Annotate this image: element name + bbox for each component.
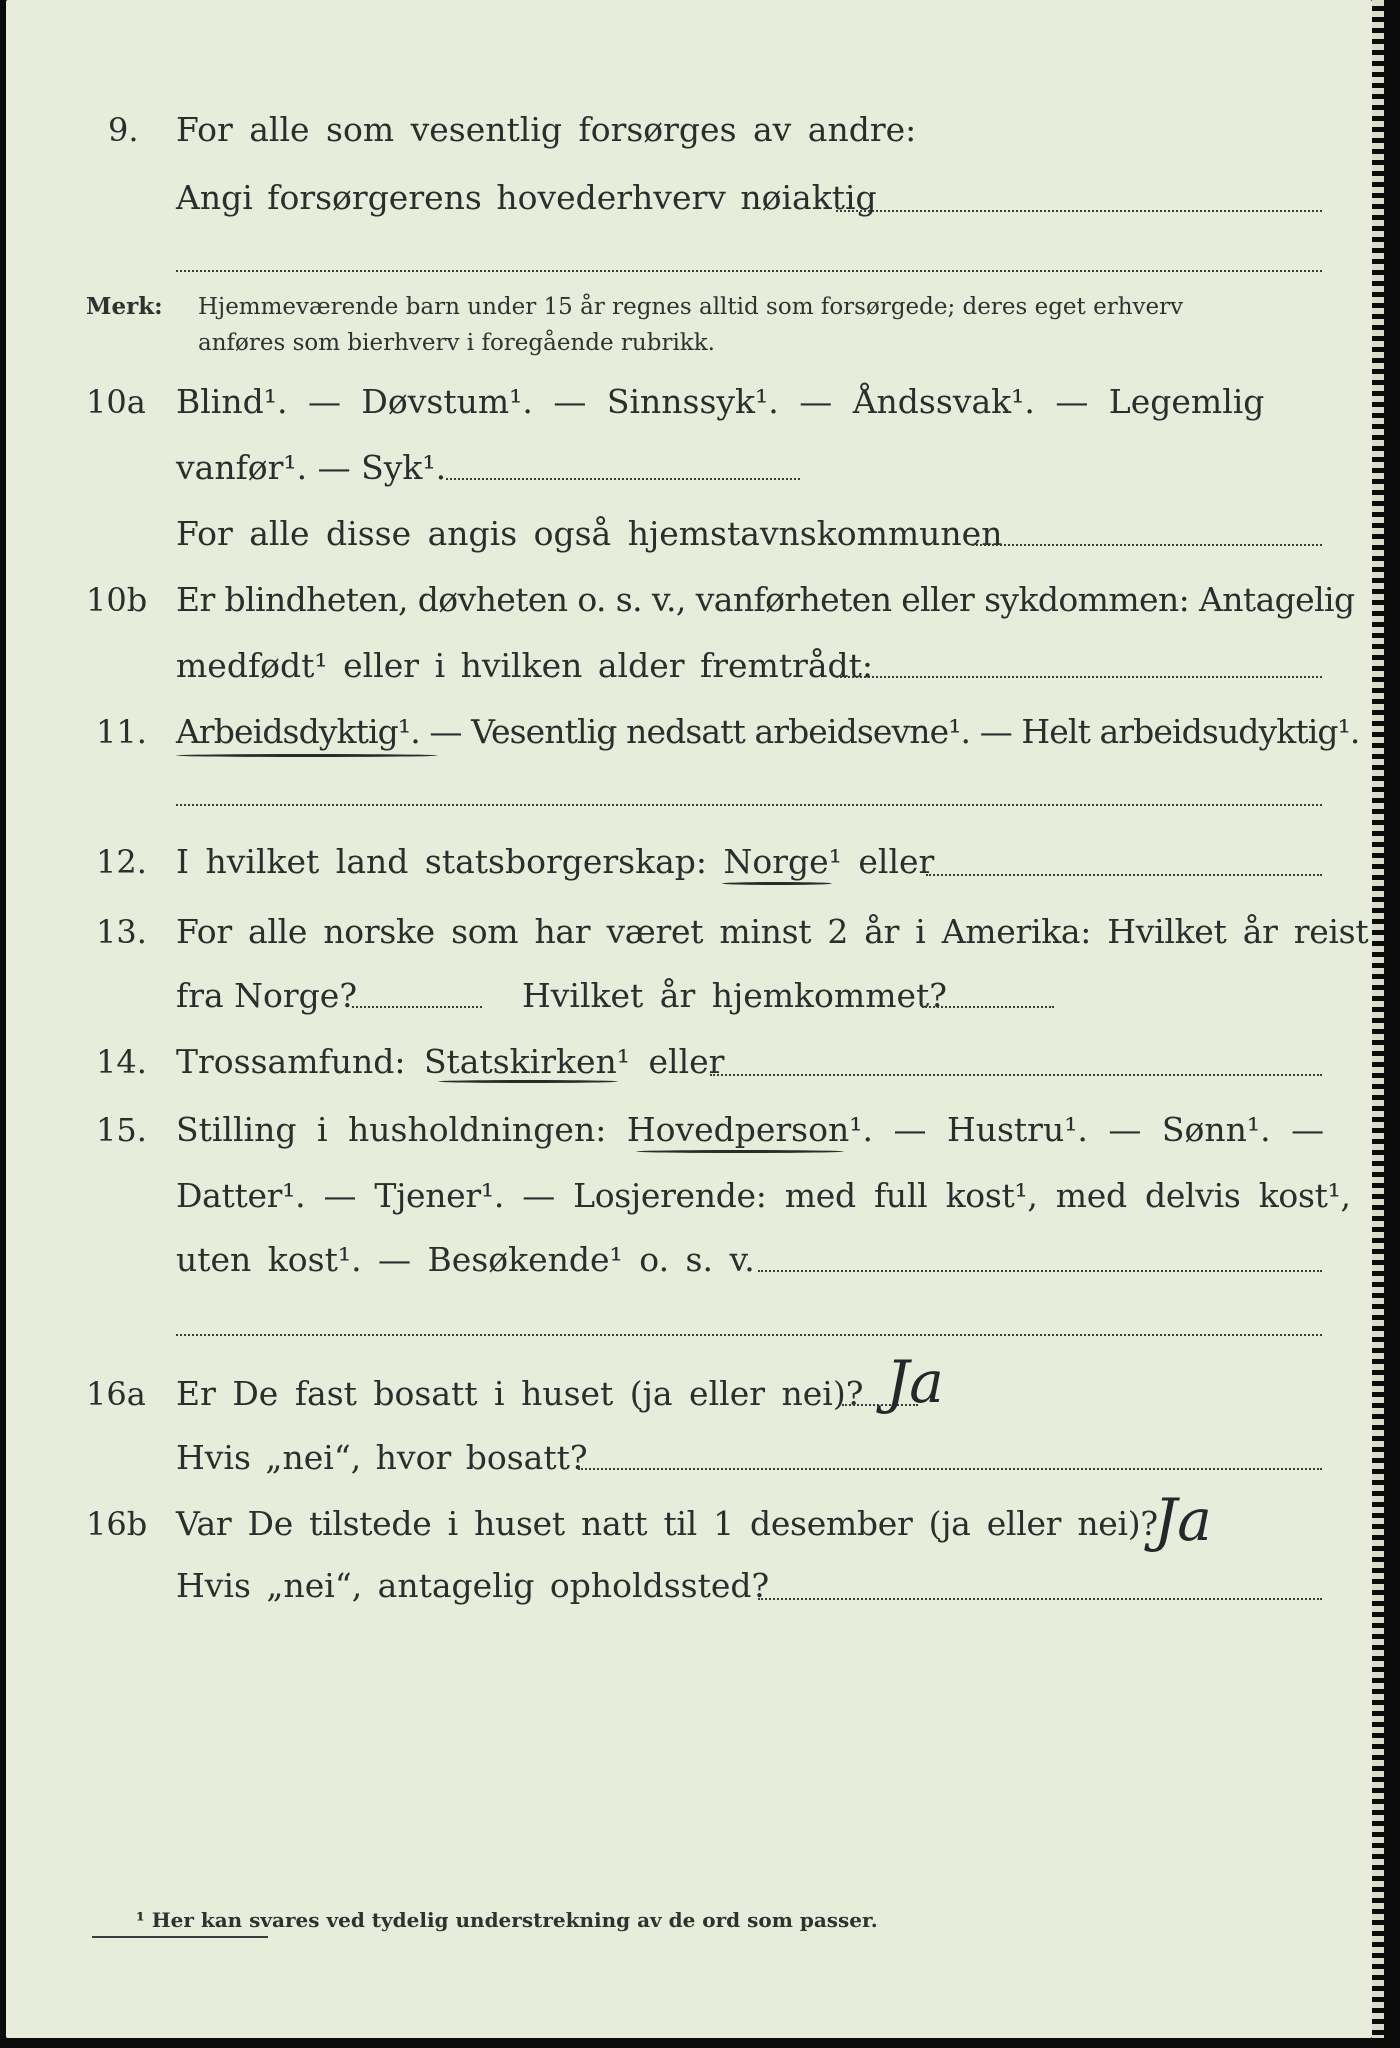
q10a-line2: vanfør¹. — Syk¹.: [176, 448, 447, 487]
q9-line2: Angi forsørgerens hovederhverv nøiaktig: [176, 178, 877, 217]
q16b-number: 16b: [86, 1505, 148, 1543]
q13-reist-line: [352, 1006, 482, 1008]
q10b-line1: Er blindheten, døvheten o. s. v., vanførheten eller sykdommen: Antagelig: [176, 580, 1355, 619]
q14-line1: Trossamfund: Statskirken¹ eller: [176, 1042, 725, 1081]
q9-answer-line: [836, 210, 1322, 212]
q15-answer-line: [758, 1270, 1322, 1272]
merk-line2: anføres som bierhverv i foregående rubrikk.: [198, 330, 715, 356]
q14-underline-statskirken: [438, 1080, 618, 1083]
q16b-line1: Var De tilstede i huset natt til 1 desember (ja eller nei)?: [176, 1504, 1158, 1543]
q15-underline-hovedperson: [636, 1150, 844, 1153]
q11-answer-line: [176, 804, 1322, 806]
q15-line2: Datter¹. — Tjener¹. — Losjerende: med full kost¹, med delvis kost¹,: [176, 1176, 1351, 1215]
footnote-rule: [92, 1936, 268, 1938]
q16b-handwritten-answer: Ja: [1154, 1486, 1212, 1554]
q16b-opholdssted-line: [758, 1598, 1322, 1600]
q16b-line2: Hvis „nei“, antagelig opholdssted?: [176, 1566, 770, 1605]
q9-line1: For alle som vesentlig forsørges av andre:: [176, 110, 917, 149]
q12-number: 12.: [96, 843, 147, 881]
q13-hjemkommet-line: [922, 1006, 1054, 1008]
q10b-answer-line: [836, 676, 1322, 678]
q16a-line1: Er De fast bosatt i huset (ja eller nei)?: [176, 1374, 864, 1413]
footnote: ¹ Her kan svares ved tydelig understrekning av de ord som passer.: [136, 1908, 878, 1932]
q12-underline-norge: [722, 882, 832, 885]
q10a-syk-line: [446, 478, 800, 480]
q14-number: 14.: [96, 1043, 147, 1081]
q16a-number: 16a: [86, 1375, 146, 1413]
q16a-handwritten-answer: Ja: [886, 1348, 944, 1416]
q13-line1: For alle norske som har været minst 2 år i Amerika: Hvilket år reist: [176, 912, 1369, 951]
q13-line2b: Hvilket år hjemkommet?: [522, 976, 947, 1015]
q10b-line2: medfødt¹ eller i hvilken alder fremtrådt:: [176, 646, 874, 685]
q10b-number: 10b: [86, 581, 148, 619]
q12-answer-line: [926, 874, 1322, 876]
q15-number: 15.: [96, 1111, 147, 1149]
q10a-kommune-line: [972, 544, 1322, 546]
merk-line1: Hjemmeværende barn under 15 år regnes alltid som forsørgede; deres eget erhverv: [198, 294, 1184, 320]
census-form-page: [6, 0, 1372, 2038]
q16a-line2: Hvis „nei“, hvor bosatt?: [176, 1438, 588, 1477]
q10a-line3: For alle disse angis også hjemstavnskommunen: [176, 514, 1003, 553]
q11-number: 11.: [96, 713, 147, 751]
q15-answer-line2: [176, 1334, 1322, 1336]
q14-answer-line: [710, 1074, 1322, 1076]
q13-line2a: fra Norge?: [176, 976, 358, 1015]
merk-label: Merk:: [86, 293, 163, 320]
q12-line1: I hvilket land statsborgerskap: Norge¹ eller: [176, 842, 935, 881]
q11-line1: Arbeidsdyktig¹. — Vesentlig nedsatt arbeidsevne¹. — Helt arbeidsudyktig¹.: [176, 712, 1360, 751]
q15-line1: Stilling i husholdningen: Hovedperson¹. — Hustru¹. — Sønn¹. —: [176, 1110, 1325, 1149]
q9-answer-line2: [176, 270, 1322, 272]
q16a-bosatt-line: [578, 1468, 1322, 1470]
q13-number: 13.: [96, 913, 147, 951]
q15-line3: uten kost¹. — Besøkende¹ o. s. v.: [176, 1240, 755, 1279]
q10a-line1: Blind¹. — Døvstum¹. — Sinnssyk¹. — Åndssvak¹. — Legemlig: [176, 382, 1265, 421]
q11-underline-arbeidsdyktig: [176, 754, 438, 757]
q10a-number: 10a: [86, 383, 146, 421]
q9-number: 9.: [108, 111, 139, 149]
